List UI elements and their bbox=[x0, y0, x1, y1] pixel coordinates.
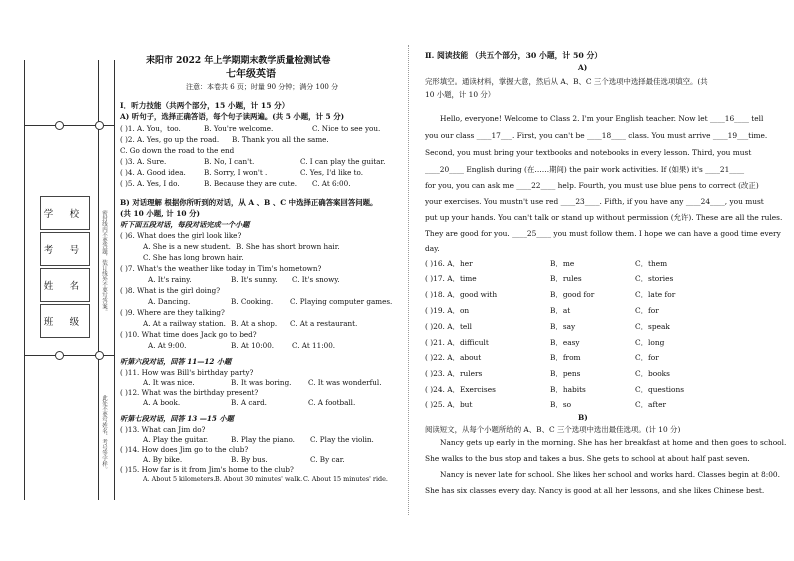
question-7: ( )7. What's the weather like today in Tim's hometown? bbox=[120, 264, 322, 273]
q16-option-b: B．me bbox=[550, 259, 575, 268]
q5-option-c: C. At 6:00. bbox=[312, 179, 351, 188]
passage-line: Second, you must bring your textbooks and notebooks in every lesson. Third, you must bbox=[425, 148, 752, 157]
listening-sec3-instruction: 听第七段对话，回答 13 —15 小题 bbox=[120, 414, 234, 423]
passage-line: ____20____ English during (在……期间) the pair work activities. If (如果) it's ____21____ bbox=[425, 165, 745, 174]
listening-part-b-title: B) 对话理解 根据你所听到的对话，从 A 、B 、C 中选择正确答案回答问题。 bbox=[120, 198, 378, 207]
question-4: ( )4. A. Good idea. bbox=[120, 168, 186, 177]
q3-option-b: B. No, I can't. bbox=[204, 157, 255, 166]
q22-option-b: B．from bbox=[550, 353, 581, 362]
cloze-question-19: ( )19. A．on bbox=[425, 306, 470, 315]
cloze-intro-2: 10 小题，计 10 分） bbox=[425, 90, 496, 99]
name-field[interactable]: 姓 名 bbox=[40, 268, 90, 302]
q2-option-c: C. Go down the road to the end bbox=[120, 146, 235, 155]
q13-option-b: B. Play the piano. bbox=[231, 435, 295, 444]
q7-option-b: B. It's sunny. bbox=[231, 275, 278, 284]
binding-line-outer bbox=[24, 60, 25, 500]
q9-option-b: B. At a shop. bbox=[231, 319, 278, 328]
question-11: ( )11. How was Bill's birthday party? bbox=[120, 368, 254, 377]
subject-title: 七年级英语 bbox=[226, 69, 276, 80]
q23-option-b: B．pens bbox=[550, 369, 581, 378]
q25-option-b: B．so bbox=[550, 400, 572, 409]
question-9: ( )9. Where are they talking? bbox=[120, 308, 225, 317]
cloze-question-22: ( )22. A．about bbox=[425, 353, 482, 362]
q11-option-b: B. It was boring. bbox=[231, 378, 292, 387]
q7-option-a: A. It's rainy. bbox=[148, 275, 192, 284]
question-3: ( )3. A. Sure. bbox=[120, 157, 167, 166]
q17-option-c: C．stories bbox=[635, 274, 674, 283]
reading-section-title: Ⅱ. 阅读技能 （共五个部分，30 小题，计 50 分） bbox=[425, 51, 603, 60]
binding-tick bbox=[24, 355, 55, 356]
school-field[interactable]: 学 校 bbox=[40, 196, 90, 230]
question-2: ( )2. A. Yes, go up the road. bbox=[120, 135, 220, 144]
binding-tick bbox=[63, 355, 115, 356]
q20-option-c: C．speak bbox=[635, 322, 670, 331]
q8-option-a: A. Dancing. bbox=[148, 297, 191, 306]
question-5: ( )5. A. Yes, I do. bbox=[120, 179, 180, 188]
passage-line: day. bbox=[425, 244, 440, 253]
q21-option-c: C．long bbox=[635, 338, 665, 347]
listening-sec1-instruction: 听下面五段对话，每段对话完成一个小题 bbox=[120, 220, 250, 229]
exam-info: 注意：本卷共 6 页；时量 90 分钟；满分 100 分 bbox=[186, 83, 339, 91]
question-8: ( )8. What is the girl doing? bbox=[120, 286, 221, 295]
q5-option-b: B. Because they are cute. bbox=[204, 179, 298, 188]
cloze-question-23: ( )23. A．rulers bbox=[425, 369, 483, 378]
q15-option-a: A. About 5 kilometers. bbox=[143, 475, 216, 483]
question-13: ( )13. What can Jim do? bbox=[120, 425, 206, 434]
cloze-question-25: ( )25. A．but bbox=[425, 400, 473, 409]
q10-option-b: B. At 10:00. bbox=[231, 341, 275, 350]
q19-option-b: B．at bbox=[550, 306, 571, 315]
q23-option-c: C．books bbox=[635, 369, 670, 378]
q16-option-c: C．them bbox=[635, 259, 668, 268]
passage-line: put up your hands. You can't talk or stand up without permission (允许). These are all the rules. bbox=[425, 213, 783, 222]
q18-option-b: B．good for bbox=[550, 290, 595, 299]
q15-option-b: B. About 30 minutes' walk. bbox=[215, 475, 303, 483]
exam-title: 耒阳市 2022 年上学期期末教学质量检测试卷 bbox=[146, 56, 331, 66]
q12-option-a: A. A book. bbox=[143, 398, 181, 407]
q11-option-c: C. It was wonderful. bbox=[308, 378, 382, 387]
question-15: ( )15. How far is it from Jim's home to the club? bbox=[120, 465, 294, 474]
q12-option-b: B. A card. bbox=[231, 398, 267, 407]
passage2-line: Nancy gets up early in the morning. She has her breakfast at home and then goes to school. bbox=[440, 438, 787, 447]
q13-option-c: C. Play the violin. bbox=[310, 435, 374, 444]
q12-option-c: C. A football. bbox=[308, 398, 356, 407]
seal-note-2: 此处不要写姓名、考号等字样。 bbox=[101, 395, 107, 472]
binding-tick bbox=[63, 125, 115, 126]
passage2-line: She walks to the bus stop and takes a bus. She gets to school at about half past seven. bbox=[425, 454, 750, 463]
q10-option-c: C. At 11:00. bbox=[292, 341, 336, 350]
question-14: ( )14. How does Jim go to the club? bbox=[120, 445, 249, 454]
passage-line: for you, you can ask me ____22____ help. Fourth, you must use blue pens to correct (改正) bbox=[425, 181, 759, 190]
cloze-question-20: ( )20. A．tell bbox=[425, 322, 473, 331]
cloze-question-17: ( )17. A．time bbox=[425, 274, 477, 283]
binding-tick bbox=[24, 125, 55, 126]
q25-option-c: C．after bbox=[635, 400, 667, 409]
q14-option-a: A. By bike. bbox=[143, 455, 183, 464]
q17-option-b: B．rules bbox=[550, 274, 582, 283]
q4-option-b: B. Sorry, I won't . bbox=[204, 168, 268, 177]
passage-line: They are good for you. ____25____ you must follow them. I hope we can have a good time every bbox=[425, 229, 781, 238]
passage-line: your exercises. You mustn't use red ____23____. Fifth, if you have any ____24____, you must bbox=[425, 197, 764, 206]
q3-option-c: C. I can play the guitar. bbox=[300, 157, 386, 166]
cloze-question-24: ( )24. A．Exercises bbox=[425, 385, 496, 394]
passage-line: you our class ____17___. First, you can't be ____18____ class. You must arrive ____19___time. bbox=[425, 131, 768, 140]
q21-option-b: B．easy bbox=[550, 338, 580, 347]
q24-option-b: B．habits bbox=[550, 385, 586, 394]
q2-option-b: B. Thank you all the same. bbox=[232, 135, 329, 144]
cloze-question-18: ( )18. A．good with bbox=[425, 290, 498, 299]
listening-part-b-sub: (共 10 小题, 计 10 分) bbox=[120, 209, 200, 218]
reading-part-b-intro: 阅读短文，从每个小题所给的 A、B、C 三个选项中选出最佳选项。(计 10 分) bbox=[425, 425, 681, 434]
binding-line-seal bbox=[114, 60, 115, 500]
listening-part-a-title: A) 听句子，选择正确答语，每个句子读两遍。(共 5 小题，计 5 分) bbox=[120, 112, 345, 121]
column-divider bbox=[408, 45, 409, 515]
listening-sec2-instruction: 听第六段对话，回答 11—12 小题 bbox=[120, 357, 232, 366]
q8-option-c: C. Playing computer games. bbox=[290, 297, 393, 306]
cloze-intro: 完形填空。通读材料，掌握大意，然后从 A、B、C 三个选项中选择最佳选项填空。(共 bbox=[425, 77, 708, 86]
passage2-line: Nancy is never late for school. She likes her school and works hard. Classes begin at 8:00. bbox=[440, 470, 780, 479]
seal-note: 密封线内不要答题，装订线外不要写答案。 bbox=[101, 210, 107, 315]
q19-option-c: C．for bbox=[635, 306, 659, 315]
binding-hole bbox=[95, 351, 104, 360]
class-field[interactable]: 班 级 bbox=[40, 304, 90, 338]
q6-option-c: C. She has long brown hair. bbox=[143, 253, 244, 262]
reading-part-a-label: A) bbox=[578, 63, 588, 72]
exam-number-field[interactable]: 考 号 bbox=[40, 232, 90, 266]
question-6: ( )6. What does the girl look like? bbox=[120, 231, 242, 240]
passage-line: Hello, everyone! Welcome to Class 2. I'm your English teacher. Now let ____16____ tell bbox=[440, 114, 764, 123]
q24-option-c: C．questions bbox=[635, 385, 685, 394]
passage2-line: She has six classes every day. Nancy is good at all her lessons, and she likes Chinese best. bbox=[425, 486, 765, 495]
q6-option-b: B. She has short brown hair. bbox=[236, 242, 340, 251]
cloze-question-16: ( )16. A．her bbox=[425, 259, 473, 268]
question-12: ( )12. What was the birthday present? bbox=[120, 388, 259, 397]
q13-option-a: A. Play the guitar. bbox=[143, 435, 209, 444]
q14-option-c: C. By car. bbox=[310, 455, 345, 464]
q7-option-c: C. It's snowy. bbox=[292, 275, 340, 284]
q9-option-a: A. At a railway station. bbox=[143, 319, 226, 328]
listening-section-title: Ⅰ．听力技能（共两个部分，15 小题，计 15 分） bbox=[120, 101, 290, 110]
q1-option-c: C. Nice to see you. bbox=[312, 124, 381, 133]
q9-option-c: C. At a restaurant. bbox=[290, 319, 358, 328]
q18-option-c: C．late for bbox=[635, 290, 676, 299]
q15-option-c: C. About 15 minutes' ride. bbox=[303, 475, 388, 483]
q22-option-c: C．for bbox=[635, 353, 659, 362]
cloze-question-21: ( )21. A．difficult bbox=[425, 338, 489, 347]
question-10: ( )10. What time does Jack go to bed? bbox=[120, 330, 257, 339]
q10-option-a: A. At 9:00. bbox=[148, 341, 187, 350]
question-1: ( )1. A. You，too. bbox=[120, 124, 181, 133]
reading-part-b-label: B) bbox=[578, 413, 588, 422]
q4-option-c: C. Yes, I'd like to. bbox=[300, 168, 364, 177]
q14-option-b: B. By bus. bbox=[231, 455, 268, 464]
binding-hole bbox=[95, 121, 104, 130]
q20-option-b: B．say bbox=[550, 322, 576, 331]
q8-option-b: B. Cooking. bbox=[231, 297, 274, 306]
q11-option-a: A. It was nice. bbox=[143, 378, 195, 387]
q1-option-b: B. You're welcome. bbox=[204, 124, 274, 133]
q6-option-a: A. She is a new student. bbox=[143, 242, 231, 251]
